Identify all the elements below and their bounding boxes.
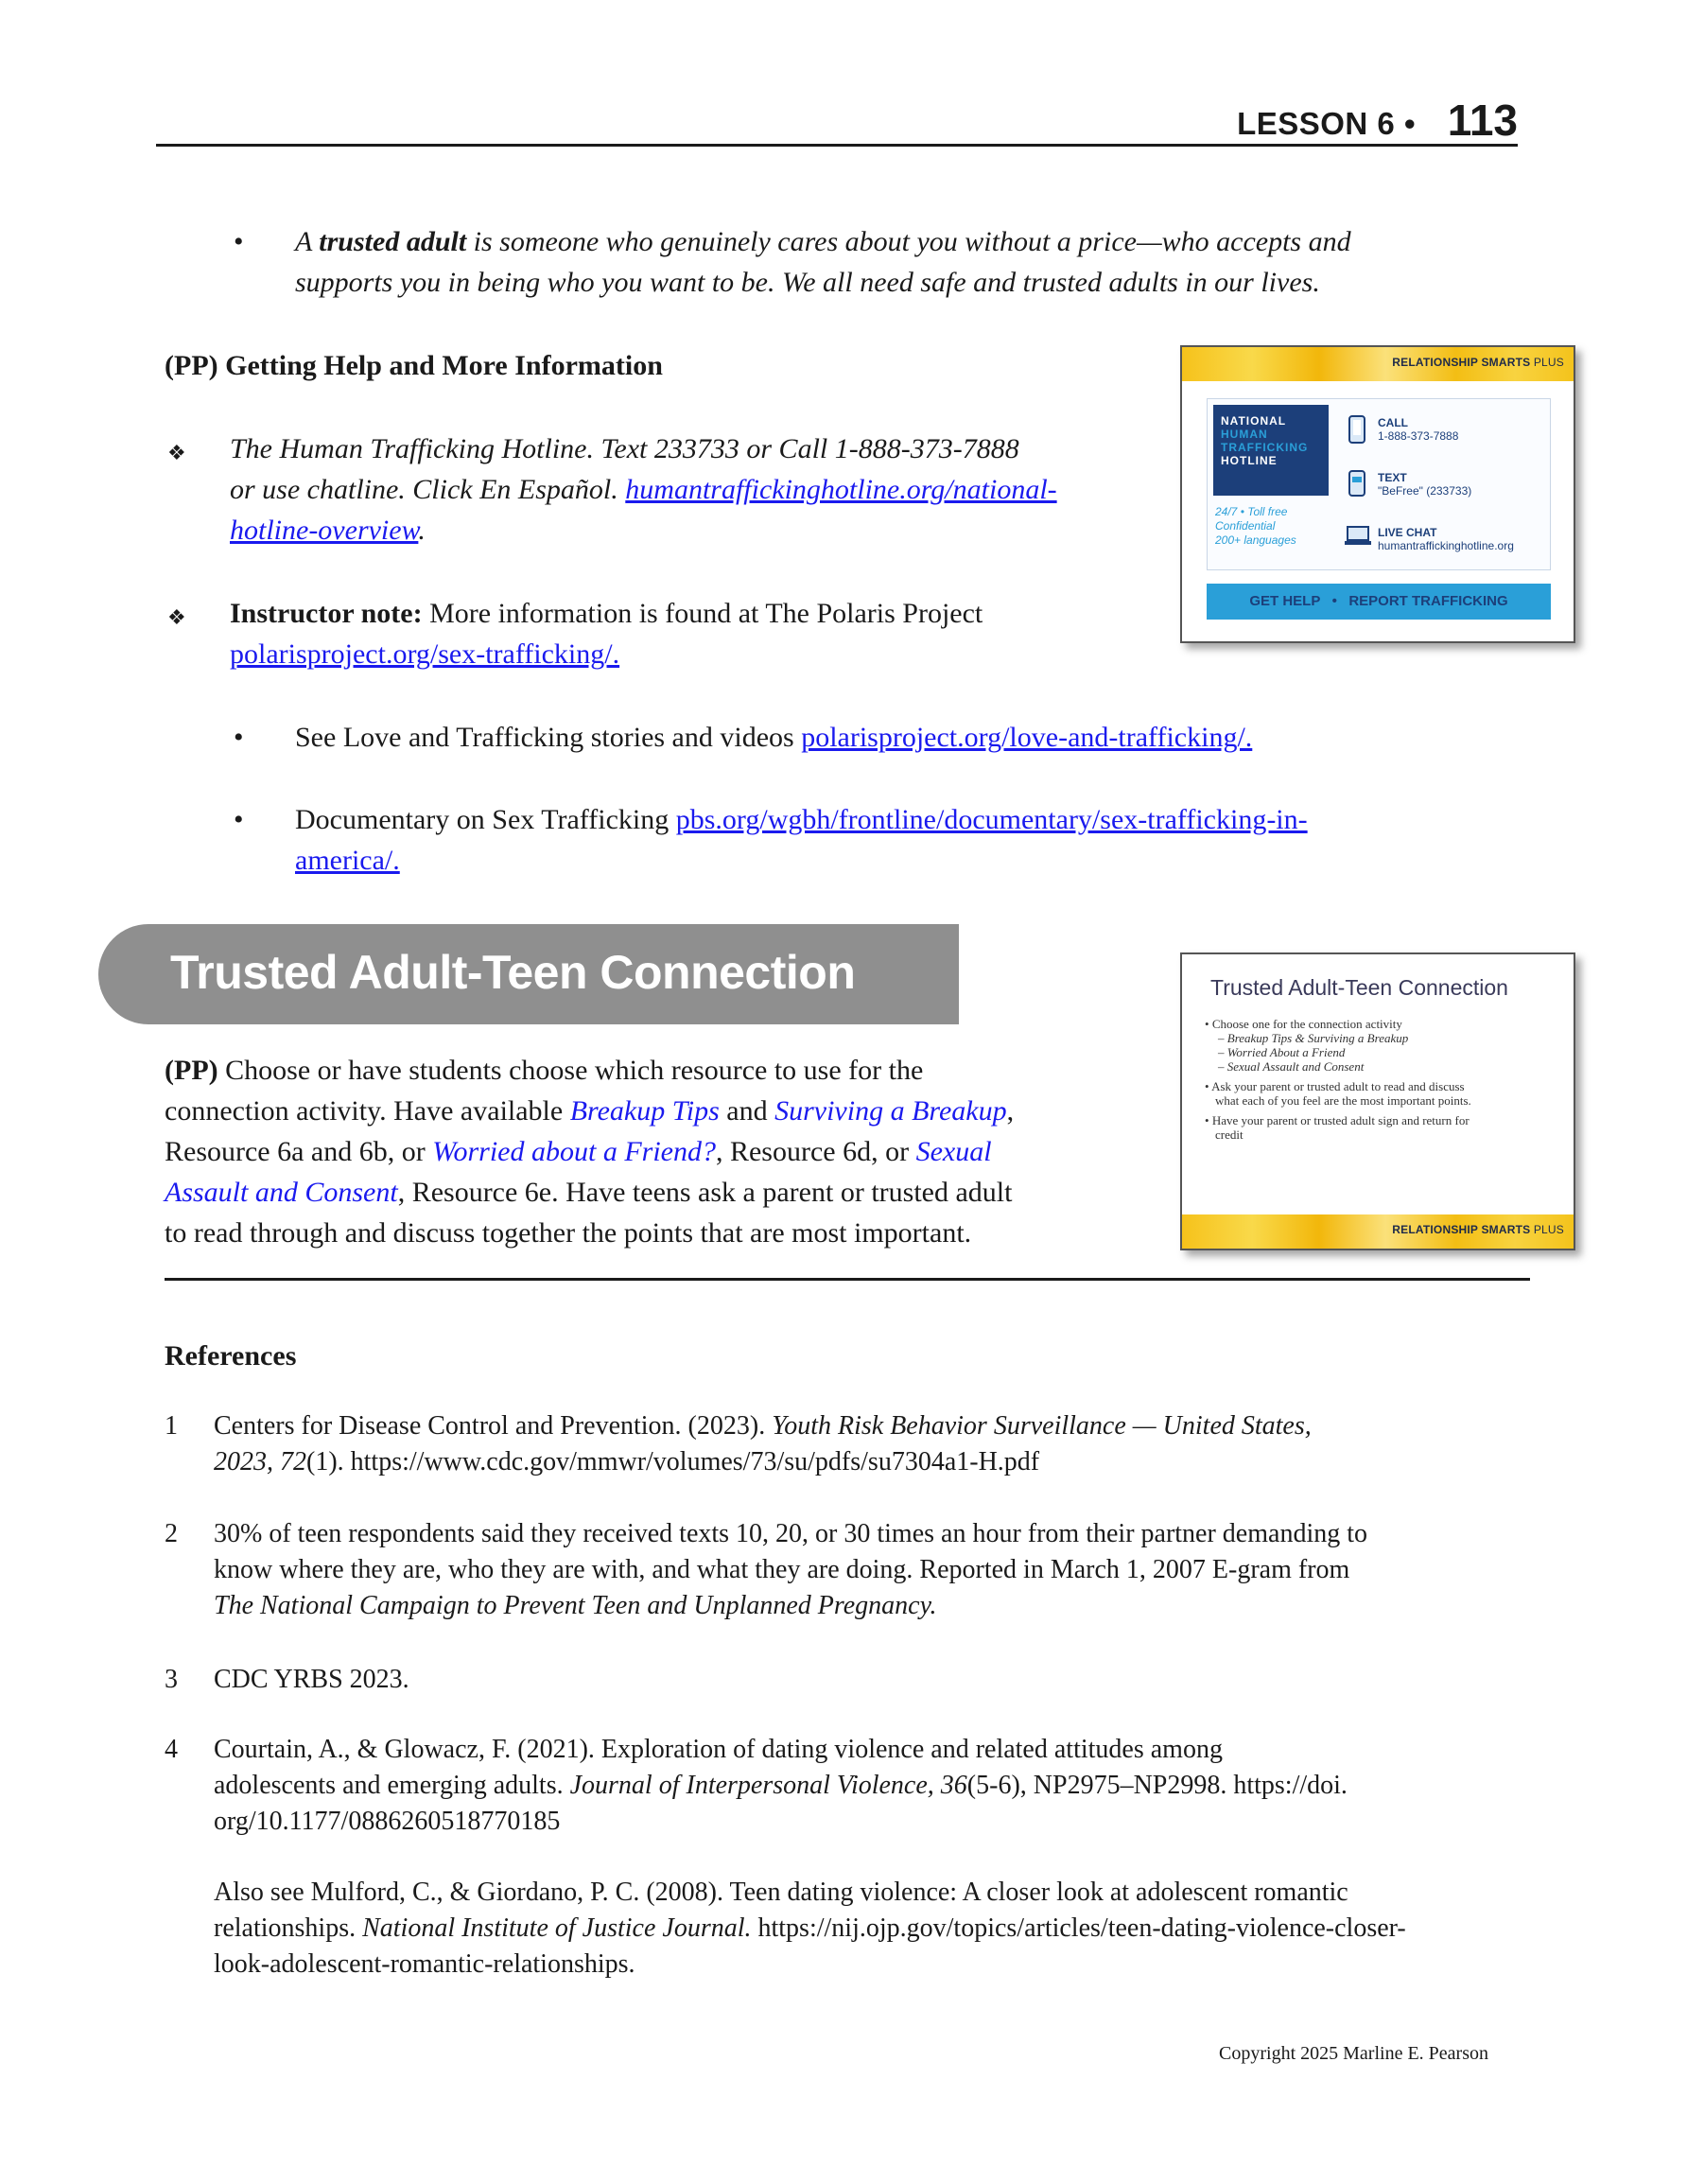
brand-label: RELATIONSHIP SMARTS PLUS [1392,1223,1564,1236]
page-header [156,95,1518,147]
section-header-bar [98,924,959,1024]
copyright-notice: Copyright 2025 Marline E. Pearson [1219,2043,1488,2064]
hotline-line1: The Human Trafficking Hotline. Text 233733 or Call 1-888-373-7888 [230,433,1019,464]
logo-line2: HUMAN [1221,428,1268,441]
hotline-link-cont[interactable]: hotline-overview [230,515,419,546]
tag-languages: 200+ languages [1215,533,1296,547]
logo-line1: NATIONAL [1221,414,1287,428]
slide-bullet2b: what each of you feel are the most important points. [1215,1093,1471,1108]
ref-number: 4 [165,1735,178,1764]
instructor-note-text: More information is found at The Polaris Project [422,598,983,629]
reference-1 [0,1408,1687,1484]
hotline-period: . [418,515,426,546]
text-message-icon [1346,469,1370,499]
and-text: and [719,1095,775,1127]
ref1-url: (1). https://www.cdc.gov/mmwr/volumes/73/su/pdfs/su7304a1-H.pdf [306,1447,1040,1476]
logo-line3: TRAFFICKING [1221,441,1309,454]
ref-number: 2 [165,1519,178,1548]
ref1-text: Centers for Disease Control and Prevention. (2023). [214,1411,773,1441]
lesson-label: LESSON 6 • [1237,106,1416,141]
page-number: 113 [1447,96,1518,145]
slide-bullet3: Have your parent or trusted adult sign and return for [1211,1113,1470,1127]
text-value: "BeFree" (233733) [1378,484,1472,498]
hotline-footer-bar: GET HELP • REPORT TRAFFICKING [1207,584,1551,620]
slide-sub2: – Worried About a Friend [1218,1045,1346,1059]
documentary-text: Documentary on Sex Trafficking [295,804,676,835]
ref4-line1: Courtain, A., & Glowacz, F. (2021). Exploration of dating violence and related attitudes among [214,1735,1223,1764]
ref4-also-line1: Also see Mulford, C., & Giordano, P. C. (2008). Teen dating violence: A closer look at adolescent romantic [214,1878,1348,1907]
ref4-also-line3: look-adolescent-romantic-relationships. [214,1949,635,1979]
ref-number: 3 [165,1665,178,1694]
love-trafficking-link[interactable]: polarisproject.org/love-and-trafficking/. [801,722,1253,753]
paragraph-line3b: , Resource 6d, or [715,1136,916,1167]
ref4-also-url: https://nij.ojp.gov/topics/articles/teen-dating-violence-closer- [751,1913,1406,1943]
brand-label: RELATIONSHIP SMARTS PLUS [1392,356,1564,369]
reference-4 [0,1732,1687,1987]
hotline-line2: or use chatline. Click En Español. [230,474,626,505]
trusted-adult-line2: supports you in being who you want to be. We all need safe and trusted adults in our lives. [295,267,1320,298]
section-title: Trusted Adult-Teen Connection [170,946,856,999]
references-heading: References [165,1340,297,1372]
ref4-also-line2: relationships. [214,1913,363,1943]
trusted-adult-pre: A [295,226,320,257]
ref3-text: CDC YRBS 2023. [214,1665,409,1694]
ref1-volume: 2023, 72 [214,1447,306,1476]
laptop-icon [1344,524,1372,549]
ref1-title: Youth Risk Behavior Surveillance — United States, [772,1411,1312,1441]
ref2-line2: know where they are, who they are with, and what they are doing. Reported in March 1, 2007 E-gram from [214,1555,1350,1584]
slide-title: Trusted Adult-Teen Connection [1210,975,1508,1000]
documentary-link[interactable]: pbs.org/wgbh/frontline/documentary/sex-trafficking-in- [675,804,1308,835]
hotline-logo [1213,405,1329,496]
tag-confidential: Confidential [1215,519,1276,533]
reference-3 [0,1662,1687,1700]
paragraph-line4: , Resource 6e. Have teens ask a parent or trusted adult [397,1177,1013,1208]
ref4-pages: (5-6), NP2975–NP2998. https://doi. [966,1771,1348,1800]
chat-label: LIVE CHAT [1378,526,1437,539]
trusted-adult-term: trusted adult [319,226,467,257]
paragraph-line5: to read through and discuss together the points that are most important. [165,1217,972,1249]
slide-sub3: – Sexual Assault and Consent [1218,1059,1365,1074]
slide-sub1: – Breakup Tips & Surviving a Breakup [1218,1031,1409,1045]
comma-text: , [1006,1095,1015,1127]
slide-bullet2: Ask your parent or trusted adult to read and discuss [1211,1079,1465,1093]
bullet-icon: • [234,226,244,257]
paragraph-line1: Choose or have students choose which resource to use for the [217,1055,924,1086]
breakup-tips-ref: Breakup Tips [569,1095,720,1127]
ref2-line1: 30% of teen respondents said they received texts 10, 20, or 30 times an hour from their partner demanding to [214,1519,1367,1548]
ref-number: 1 [165,1411,178,1441]
connection-slide-thumbnail: Trusted Adult-Teen Connection • Choose one for the connection activity – Breakup Tips & Surviving a Breakup – Worried About a Friend – Sexual Assault and Consent • Ask your parent or trusted adult to read and discuss what each of you feel are the most important points. • Have your parent or trusted adult sign and return for credit RELATIONSHIP SMARTS PLUS [1180,952,1575,1250]
sexual-ref: Sexual [915,1136,992,1167]
ref4-line3: org/10.1177/0886260518770185 [214,1807,561,1836]
surviving-breakup-ref: Surviving a Breakup [774,1095,1007,1127]
logo-line4: HOTLINE [1221,454,1278,467]
love-trafficking-text: See Love and Trafficking stories and videos [295,722,802,753]
ref4-line2: adolescents and emerging adults. [214,1771,570,1800]
pp-label: (PP) [165,1055,218,1086]
ref4-also-journal: National Institute of Justice Journal. [362,1913,752,1943]
ref4-journal: Journal of Interpersonal Violence, 36 [569,1771,967,1800]
connection-paragraph [165,1050,1167,1253]
diamond-bullet-icon: ❖ [167,605,186,629]
call-label: CALL [1378,416,1408,429]
hotline-link[interactable]: humantraffickinghotline.org/national- [625,474,1057,505]
reference-2 [0,1516,1687,1630]
call-value: 1-888-373-7888 [1378,429,1459,443]
diamond-bullet-icon: ❖ [167,441,186,464]
slide-bullet3b: credit [1215,1127,1244,1142]
text-label: TEXT [1378,471,1407,484]
ref2-line3: The National Campaign to Prevent Teen and Unplanned Pregnancy. [214,1591,937,1620]
trusted-adult-line1: is someone who genuinely cares about you without a price—who accepts and [466,226,1351,257]
polaris-link[interactable]: polarisproject.org/sex-trafficking/. [230,638,620,670]
assault-consent-ref: Assault and Consent [165,1177,398,1208]
tag-247: 24/7 • Toll free [1215,505,1288,518]
slide-bottom-band [1182,1214,1574,1249]
instructor-note-label: Instructor note: [230,598,423,629]
phone-icon [1346,414,1370,446]
getting-help-heading: (PP) Getting Help and More Information [165,350,663,381]
paragraph-line3: Resource 6a and 6b, or [165,1136,433,1167]
section-divider [165,1278,1530,1281]
documentary-link-cont[interactable]: america/. [295,845,400,876]
bullet-icon: • [234,804,244,835]
slide-bullet1: Choose one for the connection activity [1211,1017,1402,1031]
worried-friend-ref: Worried about a Friend? [432,1136,716,1167]
hotline-slide-thumbnail [1180,345,1575,643]
paragraph-line2: connection activity. Have available [165,1095,570,1127]
slide-top-band [1182,347,1574,381]
chat-value: humantraffickinghotline.org [1378,539,1514,552]
hotline-card [1207,398,1551,570]
bullet-icon: • [234,722,244,753]
